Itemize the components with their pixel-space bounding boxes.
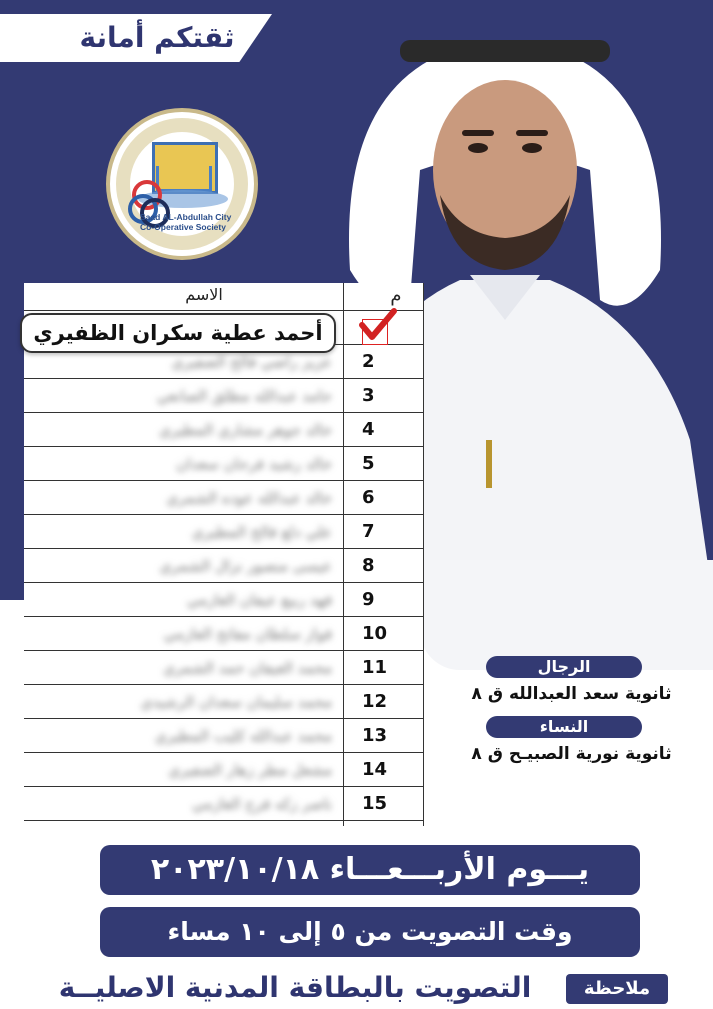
- row-name-blurred: محمد سليمان سعدان الرشيدي: [140, 693, 332, 711]
- row-number: 14: [362, 759, 388, 780]
- row-name-blurred: مشعل مطر زهار الضفيري: [168, 761, 332, 779]
- row-name-blurred: فهد ربيع عيفان العازمي: [186, 591, 332, 609]
- men-label: الرجال: [486, 656, 642, 678]
- row-number: 11: [362, 657, 388, 678]
- table-row: [24, 379, 424, 413]
- row-number: 9: [362, 589, 375, 610]
- table-row: [24, 753, 424, 787]
- row-number: 8: [362, 555, 375, 576]
- table-row: [24, 787, 424, 821]
- row-number: 15: [362, 793, 388, 814]
- selected-candidate-name: أحمد عطية سكران الظفيري: [20, 313, 336, 353]
- header-name: الاسم: [185, 285, 223, 304]
- polling-locations: [430, 652, 713, 772]
- row-name-blurred: ناصر زكه فرج العازمي: [192, 795, 332, 813]
- table-row: [24, 549, 424, 583]
- table-row: [24, 481, 424, 515]
- row-name-blurred: حامد عبدالله مطلق الصانعي: [156, 387, 332, 405]
- row-number: 10: [362, 623, 388, 644]
- voting-time: وقت التصويت من ٥ إلى ١٠ مساء: [100, 907, 640, 957]
- row-name-blurred: عيسى منصور نزال الشمري: [159, 557, 332, 575]
- row-number: 3: [362, 385, 375, 406]
- row-number: 2: [362, 351, 375, 372]
- header-number: م: [390, 285, 402, 306]
- women-label: النساء: [486, 716, 642, 738]
- row-number: 6: [362, 487, 375, 508]
- row-number: 13: [362, 725, 388, 746]
- election-date: يـــوم الأربـــعـــاء ٢٠٢٣/١٠/١٨: [100, 845, 640, 895]
- men-school: ثانوية سعد العبدالله ق ٨: [471, 684, 672, 704]
- row-number: 7: [362, 521, 375, 542]
- row-name-blurred: خالد عبدالله عوده الشمري: [166, 489, 332, 507]
- checkmark-icon: [358, 307, 398, 343]
- note-label: ملاحظة: [566, 974, 668, 1004]
- ballot-table: [24, 283, 424, 826]
- table-row: [24, 617, 424, 651]
- logo-cart-icon: [156, 166, 212, 192]
- table-row: [24, 651, 424, 685]
- table-row: [24, 413, 424, 447]
- table-row: [24, 447, 424, 481]
- row-name-blurred: علي دلع فالح المطيري: [191, 523, 332, 541]
- women-school: ثانوية نورية الصبيـح ق ٨: [471, 744, 672, 764]
- row-number: 12: [362, 691, 388, 712]
- row-name-blurred: فواز سلطان مفاتح العازمي: [163, 625, 332, 643]
- table-row: [24, 583, 424, 617]
- note-text: التصويت بالبطاقة المدنية الاصليــة: [58, 971, 532, 1004]
- table-row: [24, 685, 424, 719]
- table-row: [24, 719, 424, 753]
- row-name-blurred: محمد عبدالله كليب المطيري: [154, 727, 332, 745]
- logo-text: Saad AL-Abdullah City Co-Operative Society: [140, 212, 232, 232]
- row-name-blurred: خالد رشيد فرحان سعدان: [176, 455, 332, 473]
- row-number: 5: [362, 453, 375, 474]
- row-name-blurred: محمد العيفان حمد الشمري: [163, 659, 332, 677]
- row-name-blurred: عزيز راضي فالح الضفيري: [171, 353, 332, 371]
- coop-logo: [106, 108, 258, 260]
- slogan-text: ثقتكم أمانة: [79, 21, 235, 54]
- table-row: [24, 515, 424, 549]
- row-number: 4: [362, 419, 375, 440]
- row-name-blurred: خالد جوهر مشاري المطيري: [158, 421, 332, 439]
